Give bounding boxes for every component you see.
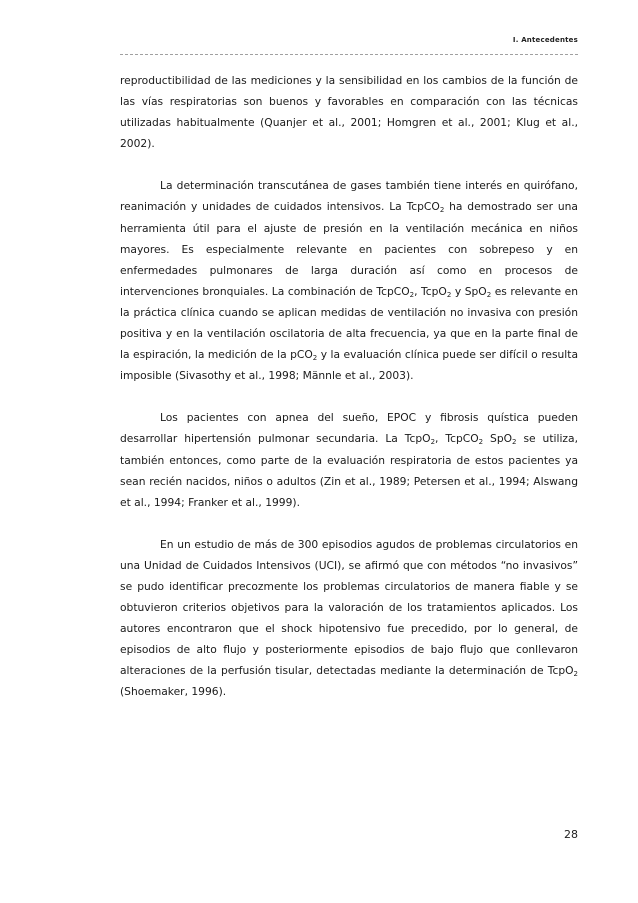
text-run: reproductibilidad de las mediciones y la sensibilidad en los cambios de la función de las vías respiratorias son buenos y favorables en comparación con las técnicas utilizadas habitualmente (Quanjer et al., 2001; Homgren et al., 2001; Klug et al., 2002).	[120, 74, 578, 151]
subscript: 2	[573, 670, 578, 679]
text-run: y la evaluación clínica puede ser difícil o resulta imposible (Sivasothy et al., 1998; Männle et al., 2003).	[120, 348, 578, 383]
subscript: 2	[486, 290, 492, 299]
subscript: 2	[478, 438, 484, 447]
paragraph-gap	[120, 513, 578, 534]
running-header: I. Antecedentes	[512, 36, 578, 44]
paragraph	[120, 407, 578, 512]
paragraph	[120, 534, 578, 703]
text-run: En un estudio de más de 300 episodios agudos de problemas circulatorios en una Unidad de Cuidados Intensivos (UCI), se afirmó que con métodos “no invasivos” se pudo identificar precozmente los problemas circulatorios de manera fiable y se obtuvieron criterios objetivos para la valoración de los tratamientos aplicados. Los autores encontraron que el shock hipotensivo fue precedido, por lo general, de episodios de alto flujo y posteriormente episodios de bajo flujo que conllevaron alteraciones de la perfusión tisular, detectadas mediante la determinación de TcpO	[120, 537, 578, 678]
subscript: 2	[312, 354, 318, 363]
subscript: 2	[439, 206, 445, 215]
paragraph	[120, 70, 578, 154]
text-run: y SpO	[451, 284, 487, 298]
paragraph	[120, 175, 578, 386]
text-run: , TcpO	[414, 284, 447, 298]
text-run: se utiliza, también entonces, como parte de la evaluación respiratoria de estos pacientes ya sean recién nacidos, niños o adultos (Zin et al., 1989; Petersen et al., 1994; Alswang et al., 1994; Franker et al., 1999).	[120, 432, 578, 509]
text-run: es relevante en la práctica clínica cuando se aplican medidas de ventilación no invasiva con presión positiva y en la ventilación oscilatoria de alta frecuencia, ya que en la parte final de la espiración, la medición de la pCO	[120, 284, 578, 362]
subscript: 2	[446, 290, 452, 299]
text-run: Los pacientes con apnea del sueño, EPOC y fibrosis quística pueden desarrollar hipertensión pulmonar secundaria. La TcpO	[120, 411, 578, 446]
page-number: 28	[564, 828, 578, 841]
text-run: (Shoemaker, 1996).	[120, 685, 227, 699]
paragraph-gap	[120, 386, 578, 407]
body-text	[120, 70, 578, 703]
header-divider	[120, 54, 578, 55]
subscript: 2	[409, 290, 415, 299]
text-run: SpO	[483, 432, 513, 446]
subscript: 2	[512, 438, 517, 447]
text-run: ha demostrado ser una herramienta útil para el ajuste de presión en la ventilación mecánica en niños mayores. Es especialmente relevante en pacientes con sobrepeso y en enfermedades pulmonares de larga duración así como en procesos de intervenciones bronquiales. La combinación de TcpCO	[120, 200, 578, 298]
text-run: , TcpCO	[435, 432, 479, 446]
subscript: 2	[430, 438, 436, 447]
text-run: La determinación transcutánea de gases también tiene interés en quirófano, reanimación y unidades de cuidados intensivos. La TcpCO	[120, 179, 578, 214]
paragraph-gap	[120, 154, 578, 175]
